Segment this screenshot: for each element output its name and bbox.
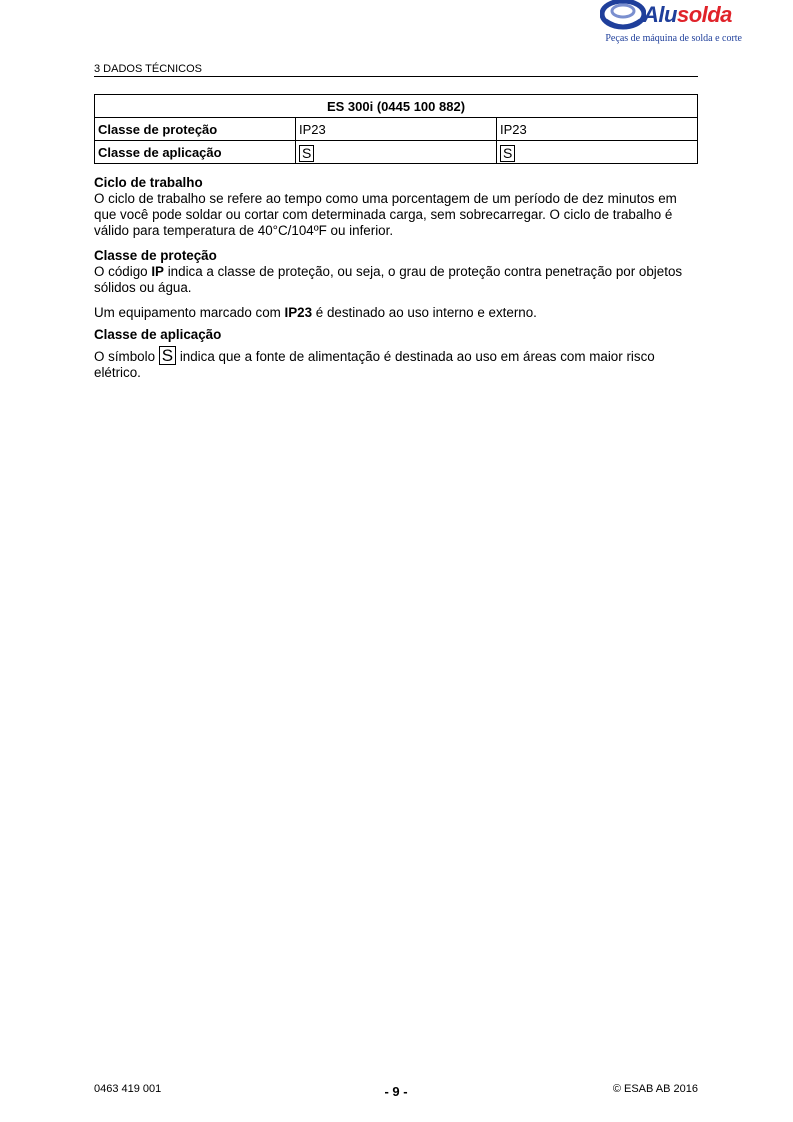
table-title-row (95, 95, 698, 118)
body-content (94, 175, 698, 390)
spec-table (94, 94, 698, 164)
logo-brand-part1: Alu (643, 2, 677, 27)
protection-p2-bold: IP23 (284, 305, 313, 320)
table-row (95, 141, 698, 164)
protection-p2-text-b: é destinado ao uso interno e externo. (312, 305, 537, 320)
s-symbol-icon: S (299, 145, 314, 162)
header-divider (94, 76, 698, 77)
duty-cycle-heading: Ciclo de trabalho (94, 175, 203, 190)
row-label-application: Classe de aplicação (95, 141, 296, 164)
s-symbol-icon: S (500, 145, 515, 162)
logo-brand-part2: solda (676, 2, 732, 27)
table-row (95, 118, 698, 141)
application-value-2 (497, 141, 698, 164)
protection-p1-text-b: indica a classe de proteção, ou seja, o grau de proteção contra penetração por objetos sólidos ou água. (94, 264, 683, 295)
section-header: 3 DADOS TÉCNICOS (94, 63, 202, 75)
footer-page-number: - 9 - (384, 1084, 408, 1099)
logo-tagline: Peças de máquina de solda e corte (605, 33, 742, 44)
application-text-b: indica que a fonte de alimentação é destinada ao uso em áreas com maior risco elétrico. (94, 349, 655, 380)
protection-value-1: IP23 (296, 118, 497, 141)
application-heading: Classe de aplicação (94, 327, 222, 342)
protection-p1-text-a: O código (94, 264, 152, 279)
logo-emblem-icon (600, 0, 646, 30)
footer-doc-number: 0463 419 001 (94, 1083, 162, 1095)
row-label-protection: Classe de proteção (95, 118, 296, 141)
table-title: ES 300i (0445 100 882) (95, 95, 698, 118)
s-symbol-icon: S (159, 346, 176, 365)
alusolda-logo (596, 0, 746, 50)
application-value-1 (296, 141, 497, 164)
footer-copyright: © ESAB AB 2016 (612, 1083, 698, 1095)
logo-brand (643, 2, 732, 28)
duty-cycle-text: O ciclo de trabalho se refere ao tempo como uma porcentagem de um período de dez minutos em que você pode soldar ou cortar com determinada carga, sem sobrecarregar. O ciclo de trabalho é válido para temperatura de 40°C/104ºF ou inferior. (94, 191, 677, 238)
application-paragraph (94, 346, 698, 381)
protection-paragraph-2 (94, 305, 698, 321)
protection-heading: Classe de proteção (94, 248, 217, 263)
protection-p2-text-a: Um equipamento marcado com (94, 305, 285, 320)
protection-p1-bold: IP (151, 264, 164, 279)
protection-value-2: IP23 (497, 118, 698, 141)
protection-paragraph-1 (94, 264, 698, 296)
application-text-a: O símbolo (94, 349, 159, 364)
